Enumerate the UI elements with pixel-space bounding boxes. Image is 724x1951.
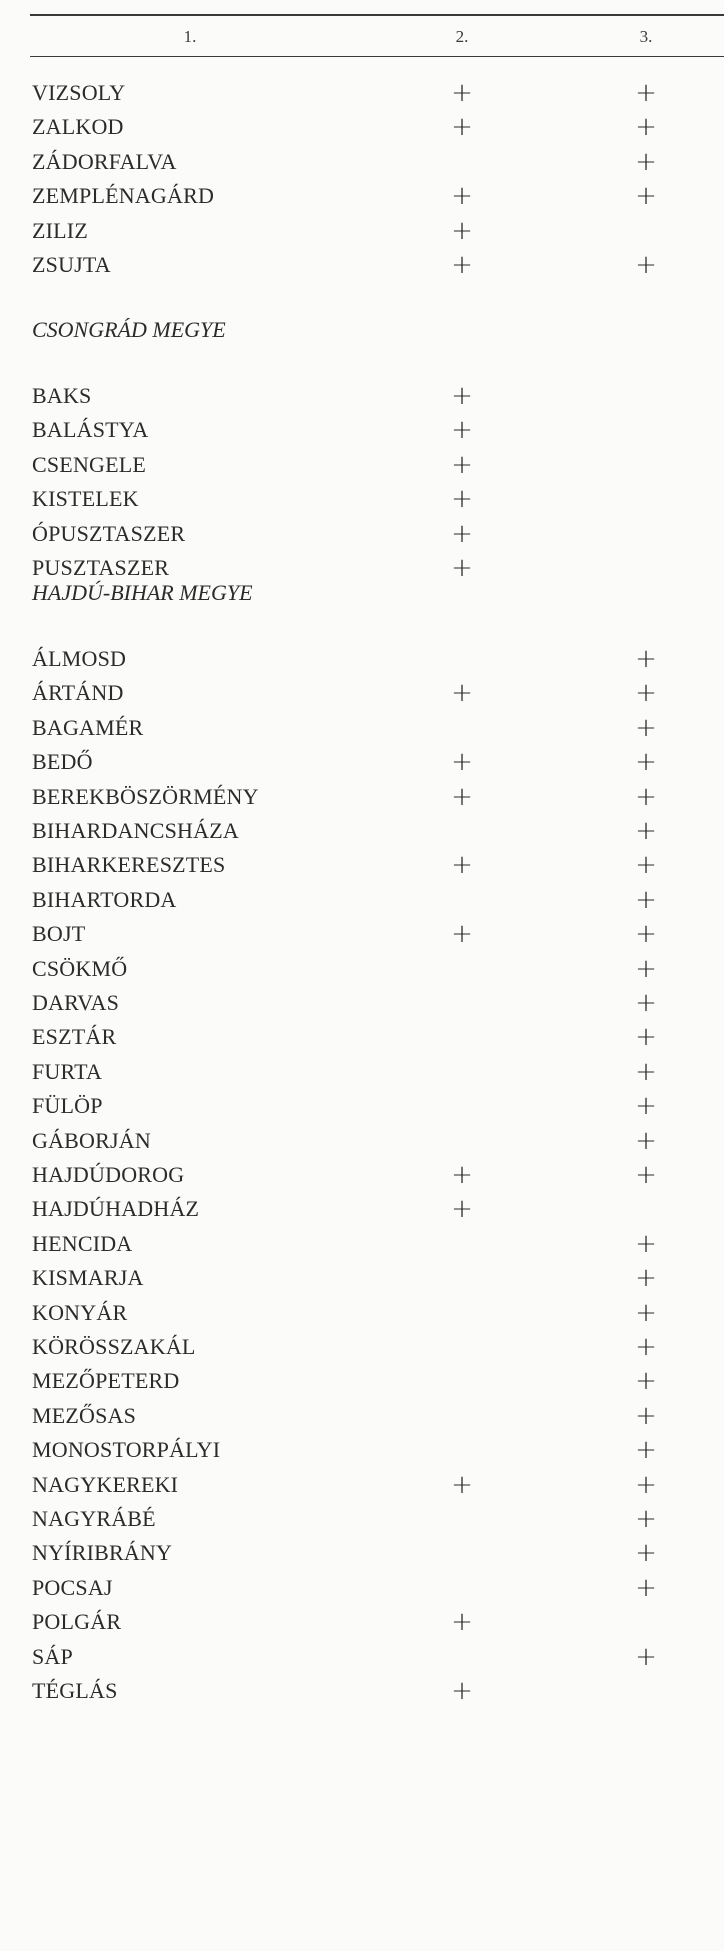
settlement-name: MEZŐPETERD <box>32 1368 180 1394</box>
column-3-mark: + <box>635 1056 657 1087</box>
column-3-mark: + <box>635 1572 657 1603</box>
table-row <box>0 448 724 482</box>
column-3-mark: + <box>635 112 657 143</box>
table-row <box>0 1330 724 1364</box>
column-3-mark: + <box>635 953 657 984</box>
column-3-mark: + <box>635 1228 657 1259</box>
column-3-mark: + <box>635 1435 657 1466</box>
column-3-mark: + <box>635 644 657 674</box>
table-row <box>0 179 724 213</box>
table-row <box>0 986 724 1020</box>
settlement-name: ZALKOD <box>32 114 124 140</box>
settlement-name: MONOSTORPÁLYI <box>32 1437 221 1463</box>
settlement-name: TÉGLÁS <box>32 1678 118 1703</box>
column-2-mark: + <box>451 112 473 143</box>
column-2-mark: + <box>451 1160 473 1190</box>
settlement-name: BAGAMÉR <box>32 714 144 740</box>
table-row <box>0 145 724 179</box>
column-3-mark: + <box>635 919 657 950</box>
column-2-mark: + <box>451 181 473 212</box>
column-3-mark: + <box>635 1641 657 1672</box>
settlement-name: ZILIZ <box>32 217 88 243</box>
table-row <box>0 1364 724 1398</box>
column-3-mark: + <box>635 850 657 881</box>
column-3-mark: + <box>635 1091 657 1122</box>
column-3-mark: + <box>635 181 657 212</box>
table-row <box>0 917 724 951</box>
table-row <box>0 248 724 282</box>
column-3-mark: + <box>635 781 657 812</box>
table-row <box>0 780 724 814</box>
column-2-mark: + <box>451 1469 473 1500</box>
column-header-2: 2. <box>455 27 469 46</box>
table-row <box>0 676 724 710</box>
table-row <box>0 1055 724 1089</box>
column-3-mark: + <box>635 146 657 177</box>
table-row <box>0 1536 724 1570</box>
column-3-mark: + <box>635 678 657 709</box>
column-header-1: 1. <box>183 27 197 46</box>
settlement-name: ÁRTÁND <box>32 680 124 706</box>
column-3-mark: + <box>635 1366 657 1397</box>
column-2-mark: + <box>451 250 473 280</box>
column-2-mark: + <box>451 78 473 108</box>
table-header-rule <box>30 56 724 57</box>
column-2-mark: + <box>451 1607 473 1638</box>
settlement-name: CSENGELE <box>32 451 147 477</box>
column-2-mark: + <box>451 215 473 246</box>
table-row <box>0 1158 724 1192</box>
settlement-name: BOJT <box>32 921 86 947</box>
table-row <box>0 413 724 447</box>
column-3-mark: + <box>635 1297 657 1328</box>
table-row <box>0 1468 724 1502</box>
column-2-mark: + <box>451 518 473 549</box>
settlement-name: KISTELEK <box>32 486 139 512</box>
table-top-rule <box>30 14 724 16</box>
table-row <box>0 1502 724 1536</box>
column-2-mark: + <box>451 919 473 950</box>
table-row <box>0 1605 724 1639</box>
table-row <box>0 814 724 848</box>
settlement-name: KÖRÖSSZAKÁL <box>32 1334 196 1359</box>
table-row <box>0 110 724 144</box>
column-2-mark: + <box>451 484 473 515</box>
table-row <box>0 1571 724 1605</box>
settlement-name: BAKS <box>32 383 92 408</box>
column-2-mark: + <box>451 781 473 812</box>
column-2-mark: + <box>451 1676 473 1706</box>
table-row <box>0 883 724 917</box>
table-row <box>0 952 724 986</box>
column-3-mark: + <box>635 816 657 846</box>
settlement-name: ÓPUSZTASZER <box>32 520 186 546</box>
column-2-mark: + <box>451 747 473 778</box>
column-2-mark: + <box>451 678 473 709</box>
column-3-mark: + <box>635 1022 657 1053</box>
column-3-mark: + <box>635 78 657 108</box>
table-row <box>0 1261 724 1295</box>
table-row <box>0 1399 724 1433</box>
column-3-mark: + <box>635 747 657 778</box>
column-3-mark: + <box>635 250 657 280</box>
column-3-mark: + <box>635 1538 657 1569</box>
settlement-name: PUSZTASZER <box>32 555 170 580</box>
column-header-3: 3. <box>639 27 653 46</box>
settlement-name: GÁBORJÁN <box>32 1127 151 1153</box>
settlement-name: HAJDÚHADHÁZ <box>32 1196 200 1222</box>
section-title: CSONGRÁD MEGYE <box>32 317 226 342</box>
settlement-name: NAGYKEREKI <box>32 1471 179 1497</box>
column-2-mark: + <box>451 850 473 881</box>
column-3-mark: + <box>635 1125 657 1156</box>
table-row <box>0 642 724 676</box>
column-2-mark: + <box>451 1194 473 1225</box>
table-row <box>0 482 724 516</box>
table-row <box>0 76 724 110</box>
settlement-name: KONYÁR <box>32 1299 128 1325</box>
settlement-name: HENCIDA <box>32 1230 133 1256</box>
table-row <box>0 711 724 745</box>
settlement-name: POLGÁR <box>32 1609 122 1635</box>
settlement-name: POCSAJ <box>32 1574 113 1600</box>
table-row <box>0 1089 724 1123</box>
table-row <box>0 1296 724 1330</box>
column-3-mark: + <box>635 1160 657 1190</box>
settlement-name: SÁP <box>32 1643 73 1669</box>
table-row <box>0 214 724 248</box>
table-row <box>0 1227 724 1261</box>
settlement-name: BEREKBÖSZÖRMÉNY <box>32 783 259 809</box>
settlement-name: FURTA <box>32 1058 103 1084</box>
settlement-name: DARVAS <box>32 990 120 1015</box>
settlement-name: ÁLMOSD <box>32 646 127 671</box>
table-row <box>0 379 724 413</box>
settlement-name: VIZSOLY <box>32 80 126 105</box>
column-3-mark: + <box>635 1332 657 1362</box>
column-3-mark: + <box>635 1263 657 1294</box>
settlement-name: BALÁSTYA <box>32 417 149 443</box>
column-2-mark: + <box>451 449 473 480</box>
settlement-name: BIHARKERESZTES <box>32 852 226 878</box>
settlement-name: ZEMPLÉNAGÁRD <box>32 183 215 209</box>
table-row <box>0 1433 724 1467</box>
table-row <box>0 1020 724 1054</box>
settlement-name: BIHARDANCSHÁZA <box>32 818 239 843</box>
settlement-name: KISMARJA <box>32 1265 144 1291</box>
settlement-name: NAGYRÁBÉ <box>32 1506 156 1531</box>
column-3-mark: + <box>635 884 657 915</box>
table-row <box>0 1124 724 1158</box>
table-row <box>0 745 724 779</box>
table-row <box>0 517 724 551</box>
settlement-name: ZÁDORFALVA <box>32 148 177 174</box>
column-3-mark: + <box>635 1469 657 1500</box>
settlement-name: MEZŐSAS <box>32 1402 137 1428</box>
settlement-name: NYÍRIBRÁNY <box>32 1540 173 1566</box>
section-title: HAJDÚ-BIHAR MEGYE <box>32 580 253 605</box>
settlement-name: HAJDÚDOROG <box>32 1162 185 1187</box>
table-row <box>0 1674 724 1708</box>
column-3-mark: + <box>635 1400 657 1431</box>
column-2-mark: + <box>451 553 473 583</box>
column-2-mark: + <box>451 415 473 446</box>
column-3-mark: + <box>635 988 657 1018</box>
settlement-name: FÜLÖP <box>32 1093 103 1119</box>
column-3-mark: + <box>635 712 657 743</box>
column-2-mark: + <box>451 381 473 411</box>
table-row <box>0 848 724 882</box>
settlement-name: ZSUJTA <box>32 252 111 277</box>
settlement-name: ESZTÁR <box>32 1024 117 1050</box>
settlement-name: CSÖKMŐ <box>32 955 128 981</box>
table-row <box>0 1192 724 1226</box>
settlement-name: BEDŐ <box>32 749 93 775</box>
column-3-mark: + <box>635 1504 657 1534</box>
settlement-name: BIHARTORDA <box>32 886 177 912</box>
table-row <box>0 1640 724 1674</box>
